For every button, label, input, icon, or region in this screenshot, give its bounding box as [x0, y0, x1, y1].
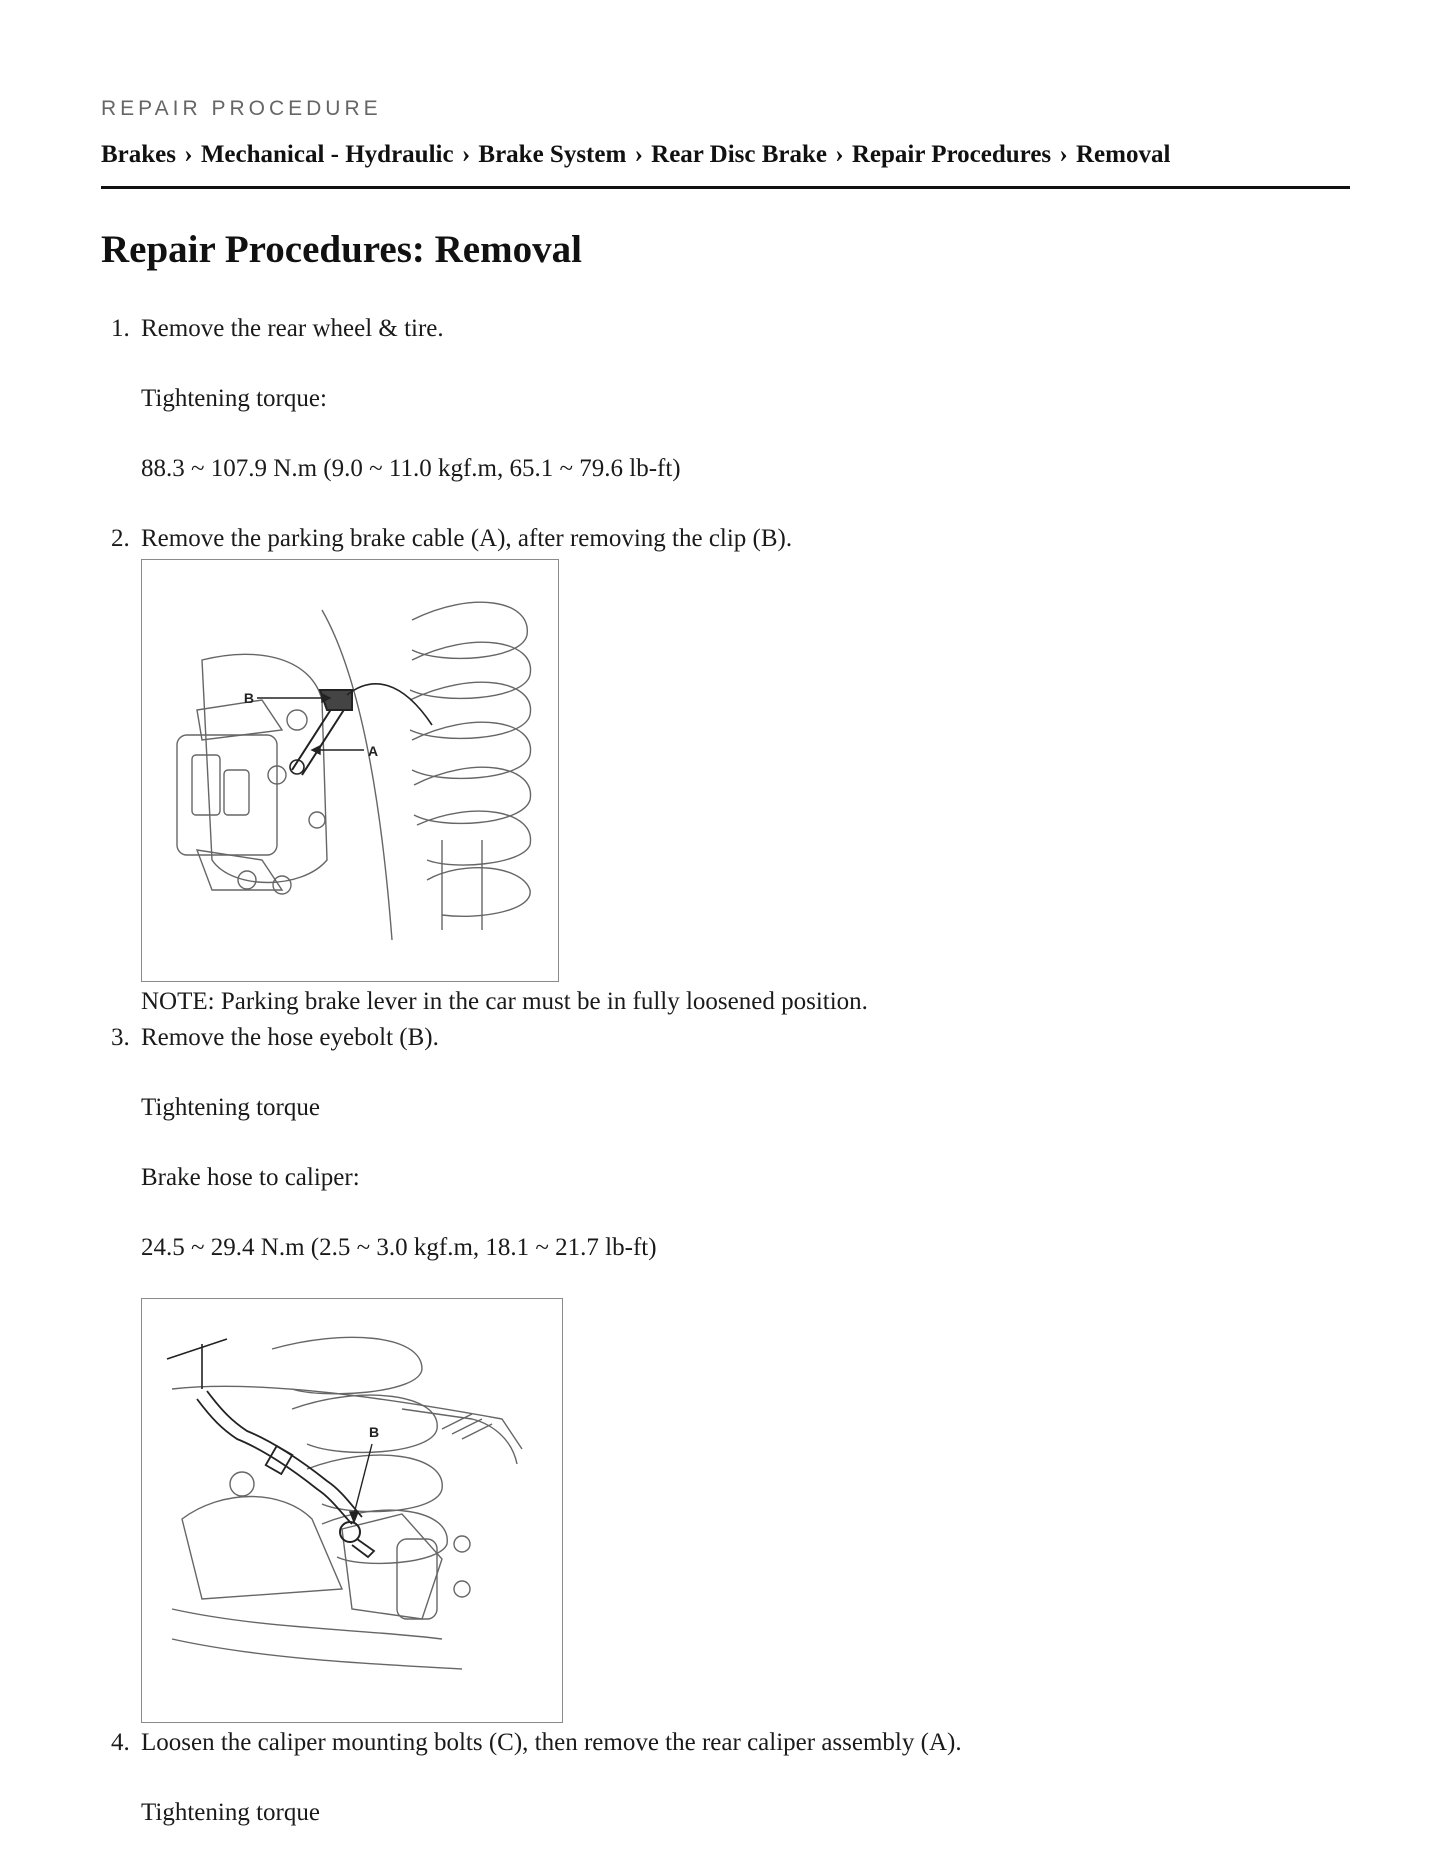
- coil-spring-drawing: [410, 602, 531, 930]
- document-page: [101, 96, 1351, 1829]
- breadcrumb-item-brakes[interactable]: Brakes: [101, 141, 176, 168]
- step-text: Remove the parking brake cable (A), after removing the clip (B).: [141, 525, 793, 552]
- caliper-drawing: [177, 700, 325, 894]
- step-1: [101, 313, 1351, 485]
- breadcrumb-item-rear-disc-brake[interactable]: Rear Disc Brake: [651, 141, 828, 168]
- breadcrumb-separator: ›: [184, 141, 193, 168]
- caliper-drawing: [172, 1472, 470, 1669]
- figure-callout-b: B: [243, 690, 254, 706]
- breadcrumb-separator: ›: [461, 141, 471, 168]
- breadcrumb-item-repair-procedures[interactable]: Repair Procedures: [851, 141, 1052, 168]
- step-text: Remove the rear wheel & tire.: [141, 315, 444, 342]
- step-number: 4.: [111, 1729, 130, 1756]
- page-title: Repair Procedures: Removal: [101, 228, 582, 271]
- step-text: Remove the hose eyebolt (B).: [141, 1024, 439, 1051]
- breadcrumb-separator: ›: [835, 141, 844, 168]
- disc-edge-drawing: [322, 610, 392, 940]
- breadcrumb-item-removal[interactable]: Removal: [1075, 141, 1171, 168]
- breadcrumb-item-brake-system[interactable]: Brake System: [478, 141, 627, 168]
- torque-label: Tightening torque: [141, 1094, 320, 1121]
- parking-brake-cable-illustration: [141, 559, 559, 982]
- brake-hose-drawing: [197, 1391, 374, 1557]
- step-3: [101, 1022, 1351, 1723]
- torque-value: 24.5 ~ 29.4 N.m (2.5 ~ 3.0 kgf.m, 18.1 ~ 21.7 lb-ft): [141, 1234, 657, 1261]
- step-note: NOTE: Parking brake lever in the car must be in fully loosened position.: [141, 988, 868, 1015]
- torque-label: Tightening torque: [141, 1799, 320, 1826]
- step-2: [101, 523, 1351, 1018]
- step-4: [101, 1727, 1351, 1829]
- step-text: Loosen the caliper mounting bolts (C), then remove the rear caliper assembly (A).: [141, 1729, 962, 1756]
- breadcrumb-item-mechanical-hydraulic[interactable]: Mechanical - Hydraulic: [200, 141, 454, 168]
- torque-subject: Brake hose to caliper:: [141, 1164, 360, 1191]
- figure-callout-b: B: [369, 1424, 380, 1440]
- figure-callout-a: A: [368, 743, 379, 759]
- breadcrumb: [101, 139, 1351, 171]
- torque-label: Tightening torque:: [141, 385, 327, 412]
- procedure-steps: [101, 313, 1351, 1829]
- torque-value: 88.3 ~ 107.9 N.m (9.0 ~ 11.0 kgf.m, 65.1 ~ 79.6 lb-ft): [141, 455, 681, 482]
- breadcrumb-separator: ›: [1059, 141, 1068, 168]
- step-number: 3.: [111, 1024, 130, 1051]
- step-number: 1.: [111, 315, 130, 342]
- breadcrumb-separator: ›: [634, 141, 643, 168]
- section-kicker: REPAIR PROCEDURE: [101, 97, 382, 120]
- step-number: 2.: [111, 525, 130, 552]
- header-divider: [101, 186, 1350, 189]
- hose-eyebolt-illustration: [141, 1298, 563, 1723]
